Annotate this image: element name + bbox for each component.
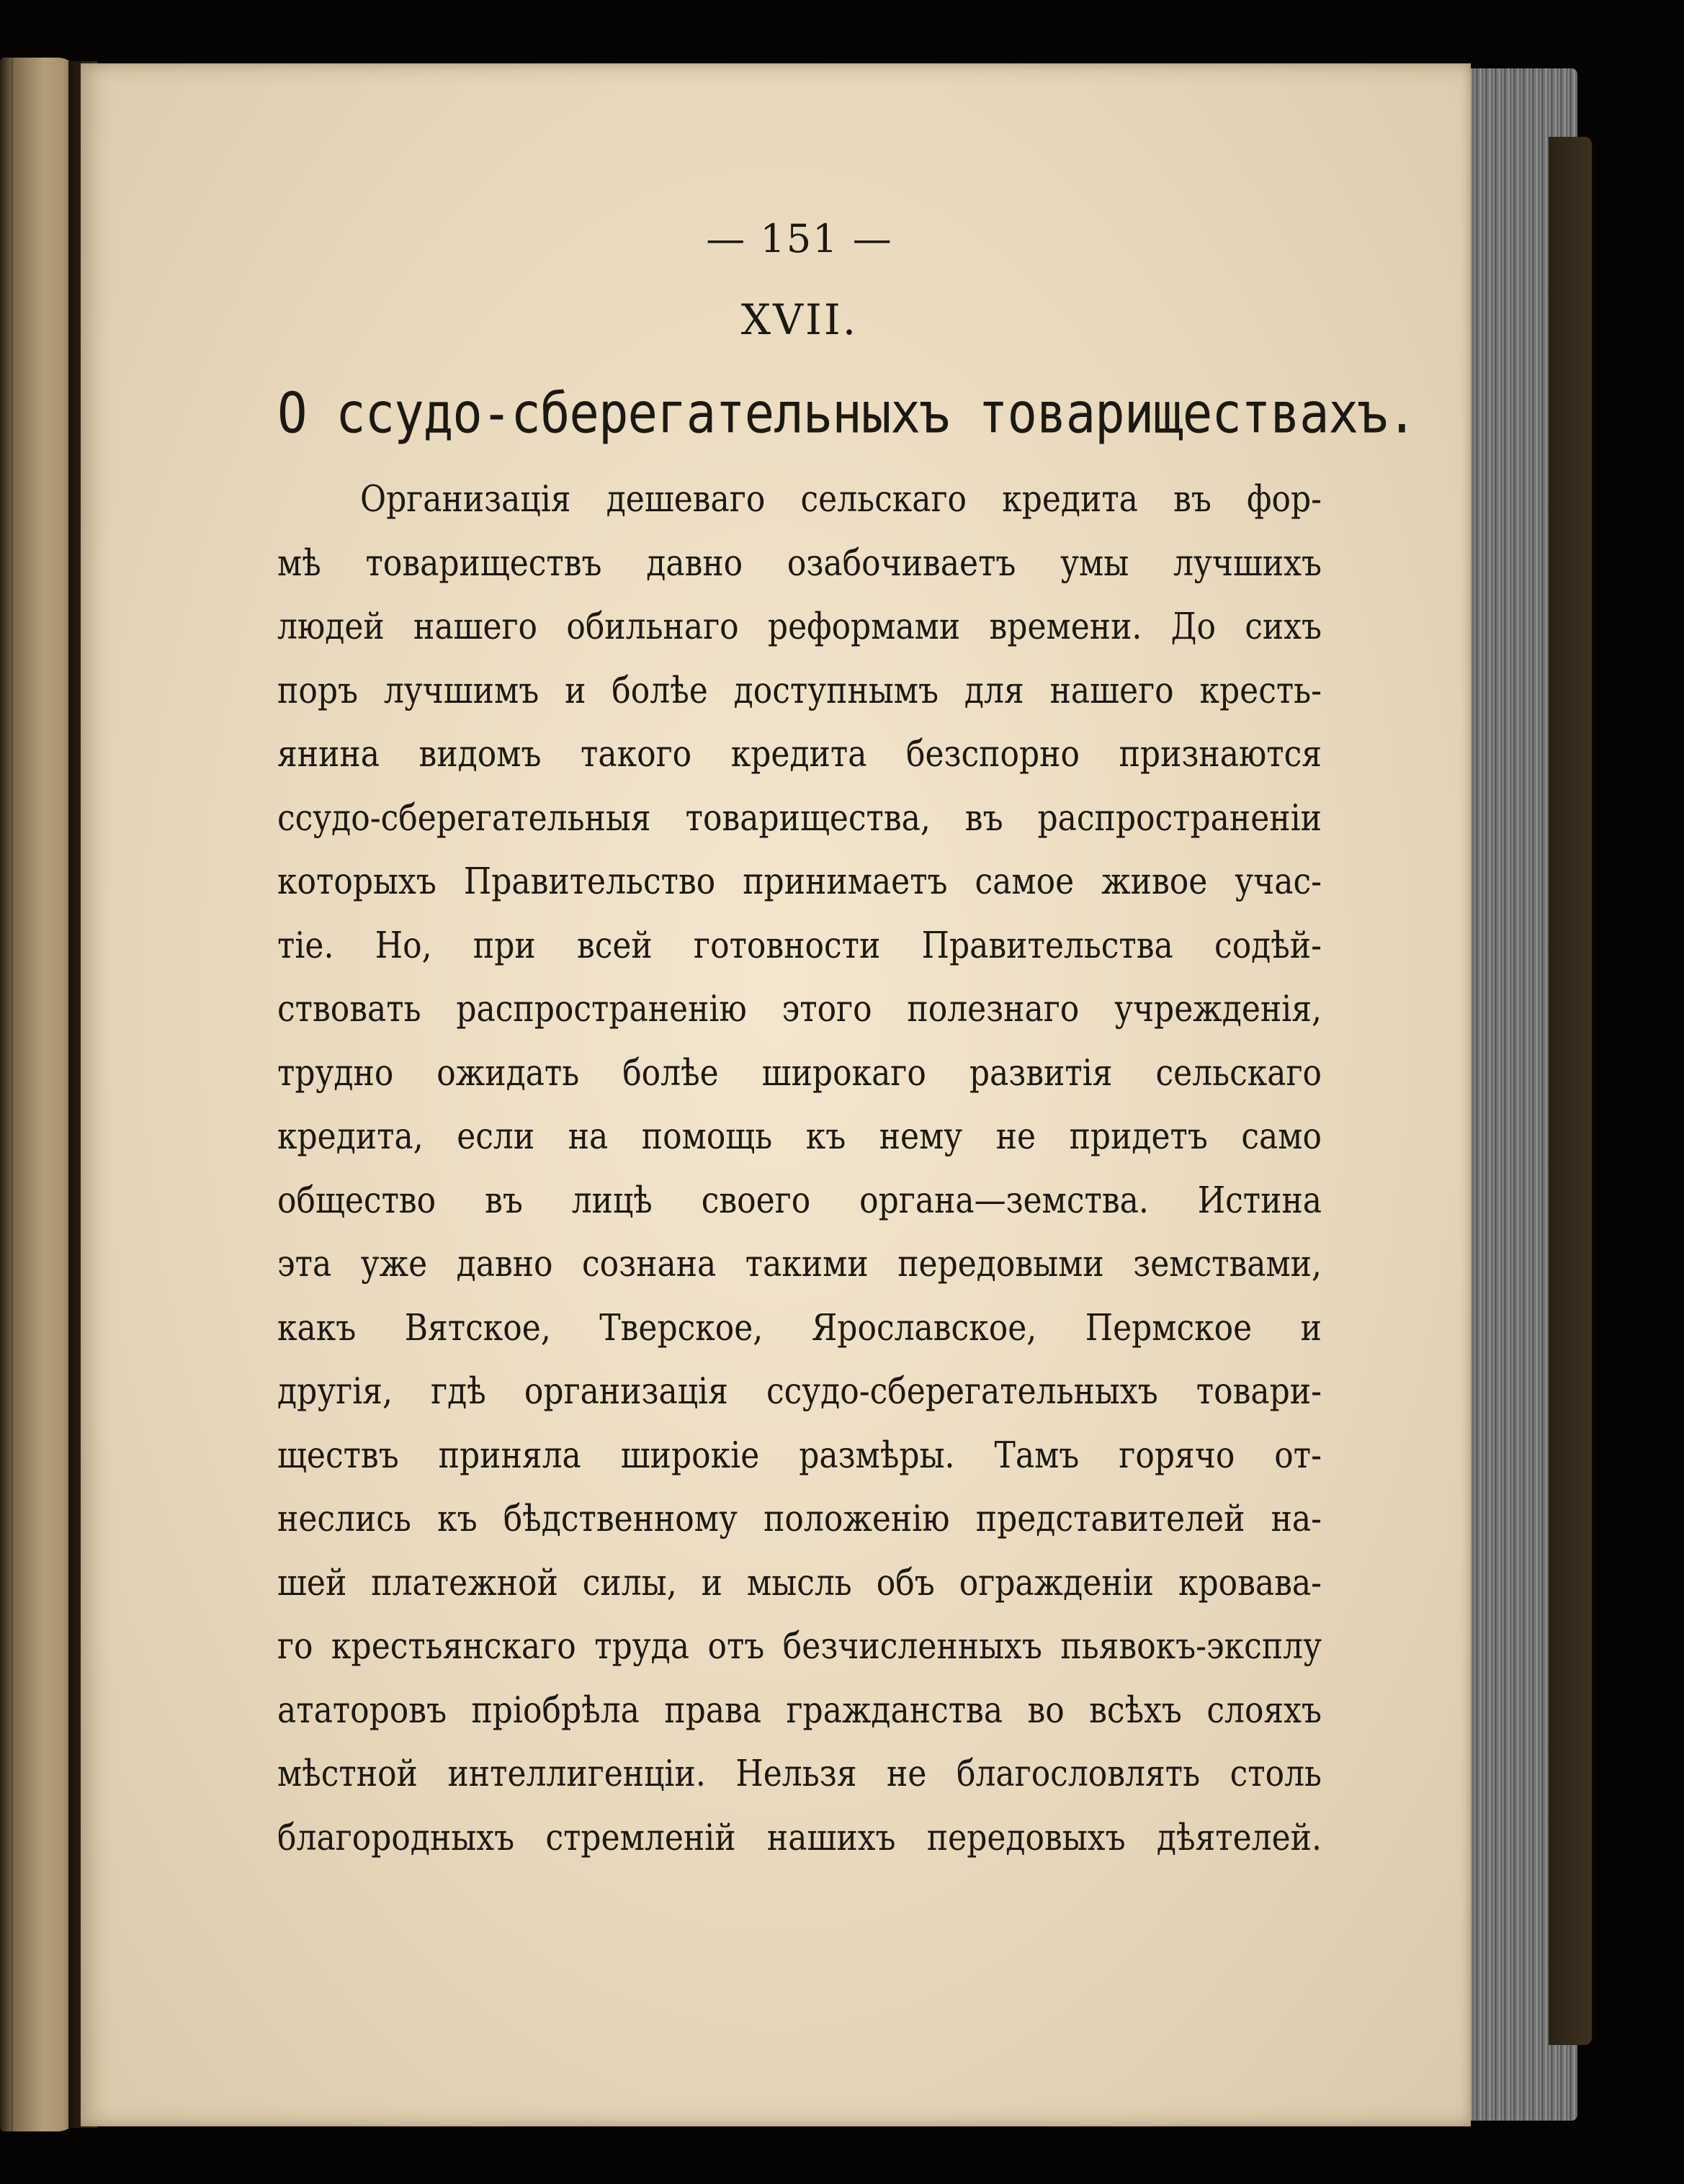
- chapter-number: XVII.: [740, 295, 859, 344]
- facing-page-edge: [0, 58, 79, 2131]
- text-line: ствовать распространенію этого полезнаго учрежденія,: [277, 988, 1322, 1030]
- text-line: мѣстной интеллигенціи. Нельзя не благословлять столь: [277, 1753, 1322, 1795]
- text-line: неслись къ бѣдственному положенію представителей на-: [277, 1498, 1322, 1540]
- text-line: другія, гдѣ организація ссудо-сберегательныхъ товари-: [277, 1370, 1322, 1413]
- text-line: янина видомъ такого кредита безспорно признаются: [277, 733, 1322, 776]
- text-line: Организація дешеваго сельскаго кредита въ фор-: [360, 478, 1322, 521]
- text-line: кредита, если на помощь къ нему не придетъ само: [277, 1115, 1322, 1158]
- text-line: ссудо-сберегательныя товарищества, въ распространеніи: [277, 796, 1322, 840]
- text-line: эта уже давно сознана такими передовыми земствами,: [277, 1243, 1322, 1285]
- text-line: людей нашего обильнаго реформами времени. До сихъ: [277, 606, 1322, 648]
- text-line: тіе. Но, при всей готовности Правительства содѣй-: [277, 924, 1322, 967]
- text-line: го крестьянскаго труда отъ безчисленныхъ пьявокъ-эксплу: [277, 1625, 1322, 1668]
- text-line: мѣ товариществъ давно озабочиваетъ умы лучшихъ: [277, 541, 1322, 585]
- text-line: ататоровъ пріобрѣла права гражданства во всѣхъ слояхъ: [277, 1689, 1322, 1732]
- text-line: поръ лучшимъ и болѣе доступнымъ для нашего кресть-: [277, 669, 1322, 712]
- text-line: ществъ приняла широкіе размѣры. Тамъ горячо от-: [277, 1434, 1322, 1477]
- text-line: благородныхъ стремленій нашихъ передовыхъ дѣятелей.: [277, 1816, 1322, 1859]
- text-line: трудно ожидать болѣе широкаго развитія сельскаго: [277, 1051, 1322, 1095]
- body-text: [277, 468, 1322, 1870]
- text-line: общество въ лицѣ своего органа—земства. Истина: [277, 1179, 1322, 1222]
- text-line: какъ Вятское, Тверское, Ярославское, Пермское и: [277, 1306, 1322, 1349]
- chapter-title: О ссудо-сберегательныхъ товариществахъ.: [277, 382, 1417, 446]
- page-number: — 151 —: [706, 216, 893, 261]
- text-line: которыхъ Правительство принимаетъ самое живое учас-: [277, 860, 1322, 903]
- book-cover-edge: [1549, 137, 1592, 2045]
- text-line: шей платежной силы, и мысль объ огражденіи кровава-: [277, 1561, 1322, 1604]
